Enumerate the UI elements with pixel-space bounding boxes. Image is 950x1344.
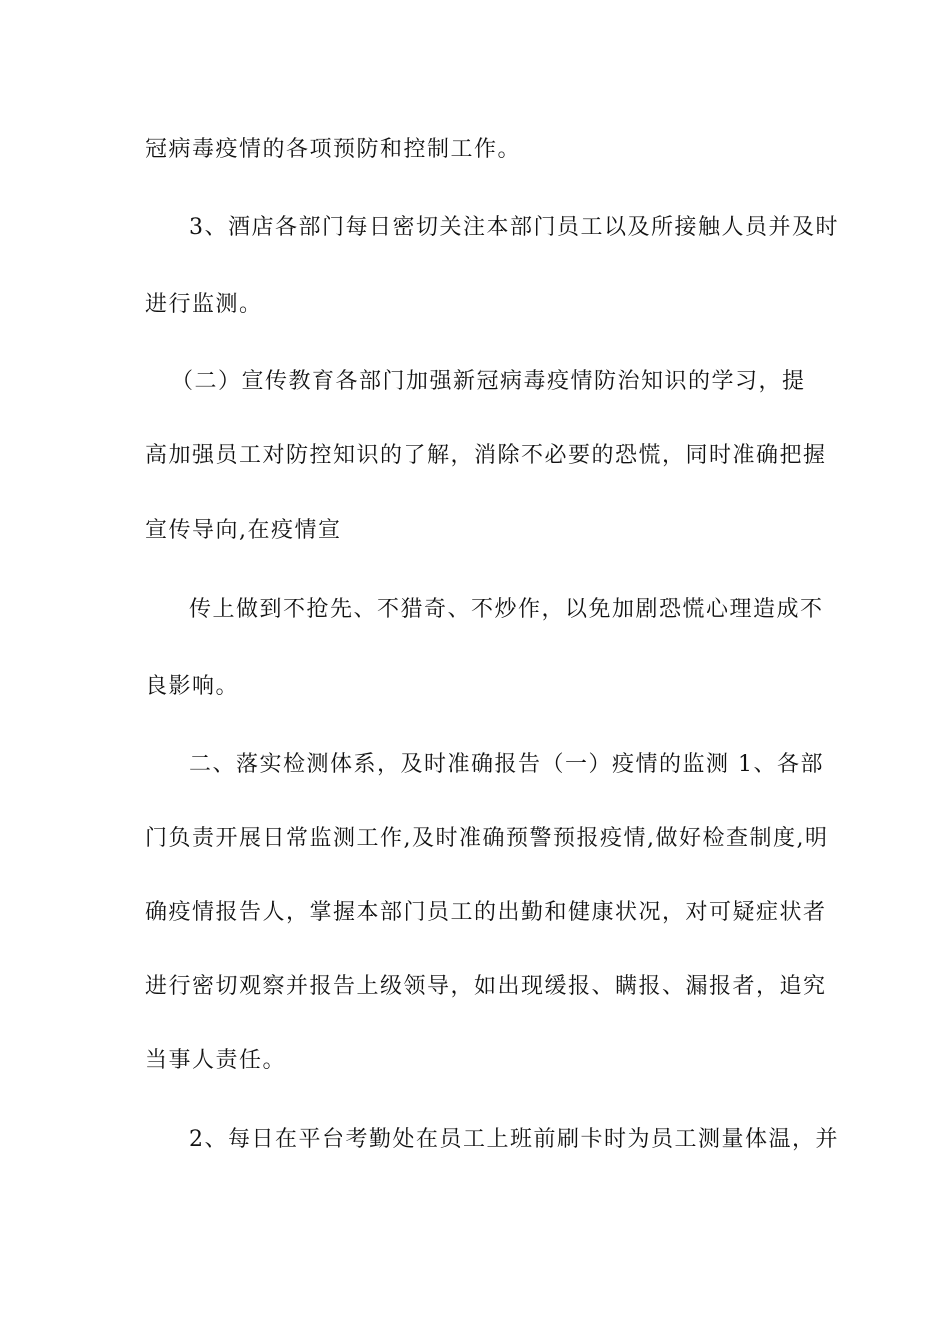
text-line: 确疫情报告人，掌握本部门员工的出勤和健康状况，对可疑症状者 (145, 900, 827, 925)
text-line: 冠病毒疫情的各项预防和控制工作。 (145, 137, 522, 162)
text-line: 2、每日在平台考勤处在员工上班前刷卡时为员工测量体温，并 (189, 1127, 839, 1152)
text-line: 高加强员工对防控知识的了解，消除不必要的恐慌，同时准确把握 (145, 443, 827, 468)
text-line: 宣传导向,在疫情宣 (145, 518, 342, 543)
text-line: 进行监测。 (145, 292, 263, 317)
text-line: 良影响。 (145, 674, 240, 699)
text-line: 二、落实检测体系，及时准确报告（一）疫情的监测 1、各部 (189, 752, 824, 777)
text-line: 3、酒店各部门每日密切关注本部门员工以及所接触人员并及时 (189, 215, 839, 240)
text-line: （二）宣传教育各部门加强新冠病毒疫情防治知识的学习，提 (171, 369, 806, 394)
text-line: 门负责开展日常监测工作,及时准确预警预报疫情,做好检查制度,明 (145, 826, 829, 851)
text-line: 传上做到不抢先、不猎奇、不炒作，以免加剧恐慌心理造成不 (189, 597, 824, 622)
text-line: 当事人责任。 (145, 1048, 287, 1073)
text-line: 进行密切观察并报告上级领导，如出现缓报、瞒报、漏报者，追究 (145, 974, 827, 999)
